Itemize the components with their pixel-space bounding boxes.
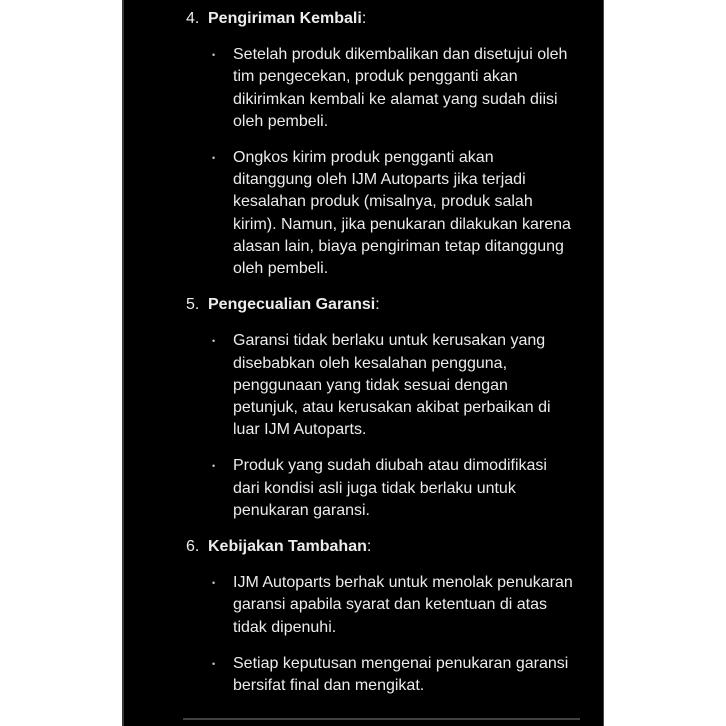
screenshot-panel xyxy=(122,0,604,726)
section-title-bold: Kebijakan Tambahan xyxy=(208,538,367,556)
bullet-marker-icon: • xyxy=(212,153,216,164)
bullet-text: Setelah produk dikembalikan dan disetujui oleh tim pengecekan, produk pengganti akan dikirimkan kembali ke alamat yang sudah diisi oleh pembeli. xyxy=(233,46,568,130)
bullet-marker-icon: • xyxy=(212,461,216,472)
bullet-marker-icon: • xyxy=(212,336,216,347)
bullet-item xyxy=(183,147,580,280)
section-title-bold: Pengiriman Kembali xyxy=(208,10,362,27)
bullet-marker-icon: • xyxy=(212,578,216,589)
section-heading-6 xyxy=(183,536,580,558)
policy-document xyxy=(183,0,580,720)
list-item-number: 4. xyxy=(186,10,200,27)
list-item-number: 5. xyxy=(186,296,200,314)
bullet-text: Ongkos kirim produk pengganti akan ditanggung oleh IJM Autoparts jika terjadi kesalahan produk (misalnya, produk salah kirim). Namun, jika penukaran dilakukan karena alasan lain, biaya pengiriman tetap ditanggung oleh pembeli. xyxy=(233,149,571,278)
section-title-suffix: : xyxy=(375,296,380,314)
bullet-item xyxy=(183,44,580,133)
section-title-suffix: : xyxy=(361,10,367,27)
bullet-item xyxy=(183,330,580,441)
horizontal-rule-divider xyxy=(183,718,580,720)
section-title-bold: Pengecualian Garansi xyxy=(208,296,376,314)
bullet-text: IJM Autoparts berhak untuk menolak penukaran garansi apabila syarat dan ketentuan di atas tidak dipenuhi. xyxy=(233,574,573,636)
bullet-marker-icon: • xyxy=(212,50,216,61)
bullet-item xyxy=(183,572,580,639)
bullet-text: Produk yang sudah diubah atau dimodifikasi dari kondisi asli juga tidak berlaku untuk penukaran garansi. xyxy=(233,457,547,519)
section-title-suffix: : xyxy=(366,538,372,556)
bullet-item xyxy=(183,653,580,697)
bullet-text: Garansi tidak berlaku untuk kerusakan yang disebabkan oleh kesalahan pengguna, penggunaan yang tidak sesuai dengan petunjuk, atau kerusakan akibat perbaikan di luar IJM Autoparts. xyxy=(233,332,551,439)
bullet-marker-icon: • xyxy=(212,658,216,669)
section-heading-4 xyxy=(183,8,580,30)
list-item-number: 6. xyxy=(186,538,200,556)
section-title xyxy=(208,294,380,316)
section-heading-5 xyxy=(183,294,580,316)
section-title xyxy=(208,8,366,30)
section-title xyxy=(208,536,371,558)
bullet-text: Setiap keputusan mengenai penukaran garansi bersifat final dan mengikat. xyxy=(233,654,569,695)
bullet-item xyxy=(183,455,580,522)
